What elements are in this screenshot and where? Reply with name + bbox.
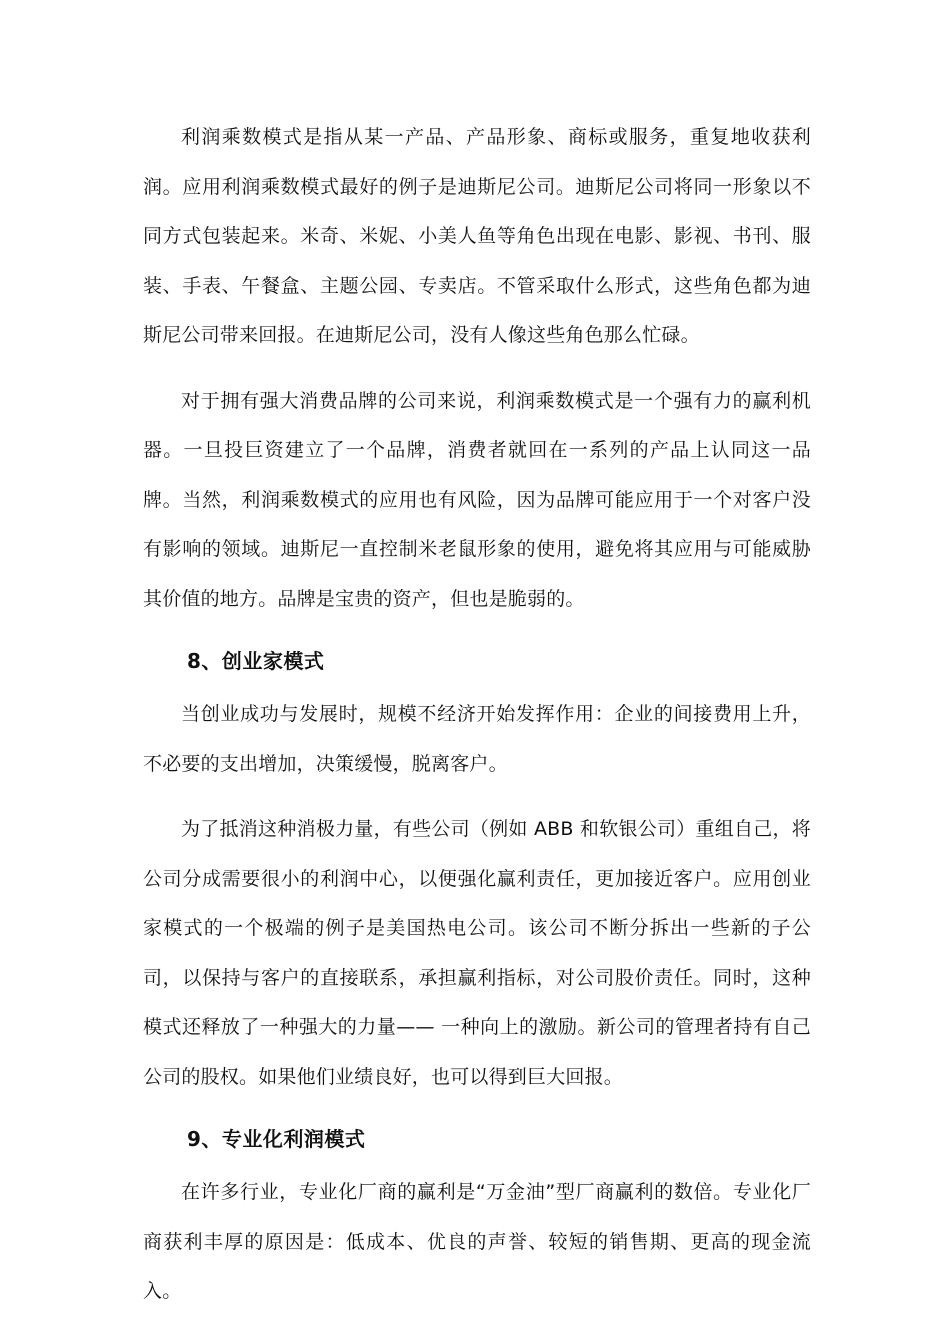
paragraph-entrepreneur-examples: 为了抵消这种消极力量，有些公司（例如 ABB 和软银公司）重组自己，将公司分成需要很小的利润中心，以便强化赢利责任，更加接近客户。应用创业家模式的一个极端的例子是美国热电公司。该公司不断分拆出一些新的子公司，以保持与客户的直接联系，承担赢利指标，对公司股价责任。同时，这种模式还释放了一种强大的力量—— 一种向上的激励。新公司的管理者持有自己公司的股权。如果他们业绩良好，也可以得到巨大回报。 (143, 818, 811, 1088)
section-heading-entrepreneur-model: 8、创业家模式 (187, 649, 325, 673)
section-heading-specialization-model: 9、专业化利润模式 (187, 1127, 366, 1151)
paragraph-profit-multiplier-brand: 对于拥有强大消费品牌的公司来说，利润乘数模式是一个强有力的赢利机器。一旦投巨资建立了一个品牌，消费者就回在一系列的产品上认同这一品牌。当然，利润乘数模式的应用也有风险，因为品牌可能应用于一个对客户没有影响的领域。迪斯尼一直控制米老鼠形象的使用，避免将其应用与可能威胁其价值的地方。品牌是宝贵的资产，但也是脆弱的。 (143, 389, 811, 610)
paragraph-specialization-profit: 在许多行业，专业化厂商的赢利是“万金油”型厂商赢利的数倍。专业化厂商获利丰厚的原因是：低成本、优良的声誉、较短的销售期、更高的现金流入。 (143, 1181, 811, 1302)
document-body (143, 113, 811, 1333)
paragraph-entrepreneur-diseconomies: 当创业成功与发展时，规模不经济开始发挥作用：企业的间接费用上升，不必要的支出增加，决策缓慢，脱离客户。 (143, 703, 811, 775)
paragraph-profit-multiplier-intro: 利润乘数模式是指从某一产品、产品形象、商标或服务，重复地收获利润。应用利润乘数模式最好的例子是迪斯尼公司。迪斯尼公司将同一形象以不同方式包装起来。米奇、米妮、小美人鱼等角色出现在电影、影视、书刊、服装、手表、午餐盒、主题公园、专卖店。不管采取什么形式，这些角色都为迪斯尼公司带来回报。在迪斯尼公司，没有人像这些角色那么忙碌。 (143, 126, 811, 346)
